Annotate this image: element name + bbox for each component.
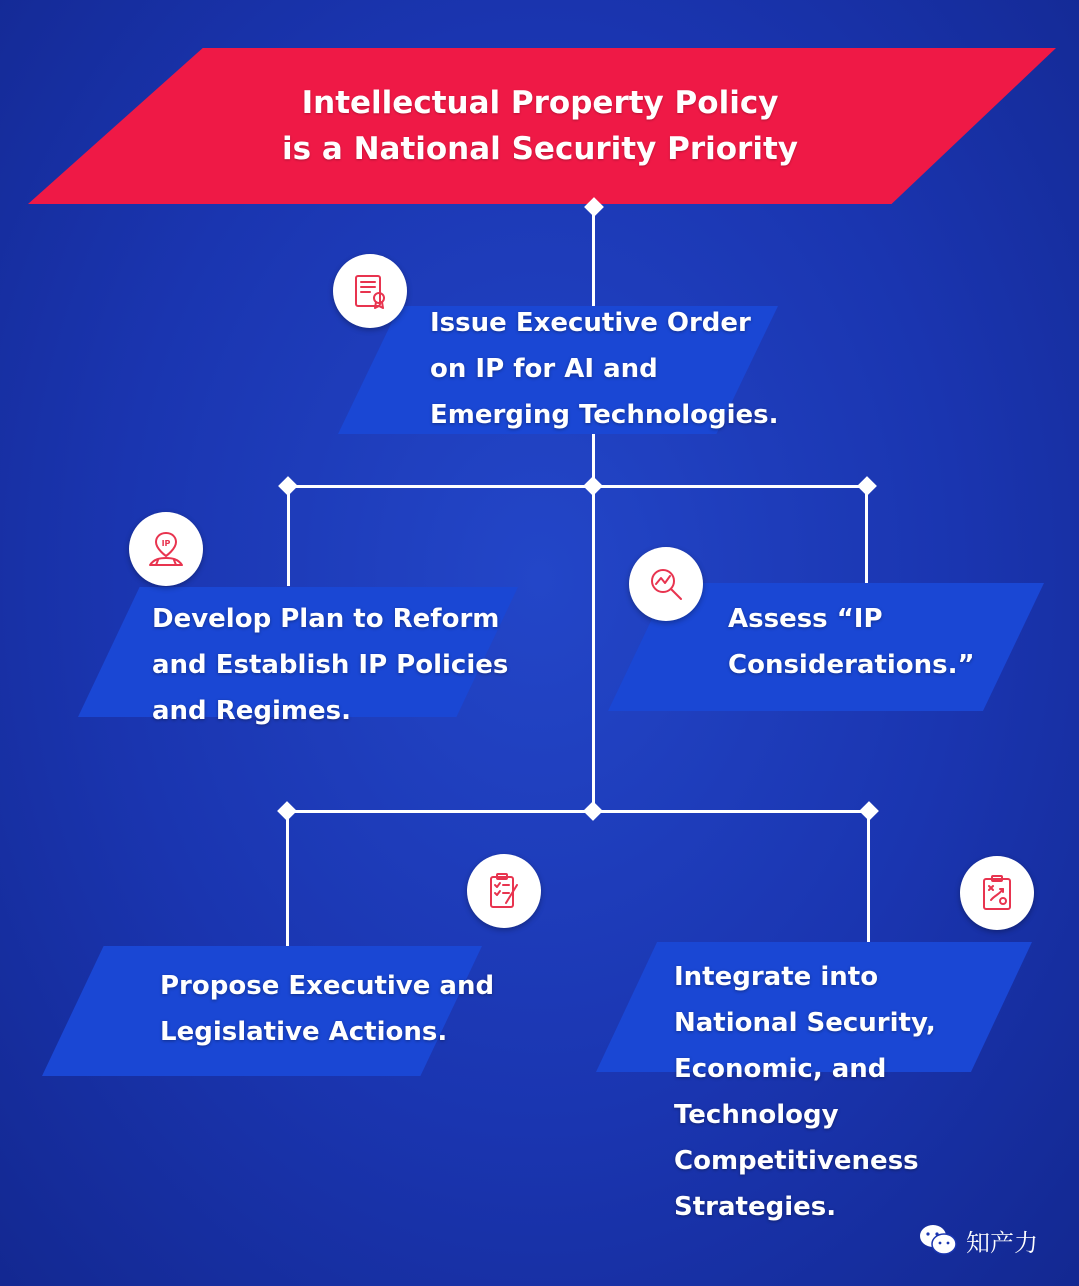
- connector-node-branch-1-center: [583, 476, 603, 496]
- step-3-text: Assess “IP Considerations.”: [728, 604, 975, 680]
- step-1-text: Issue Executive Order on IP for AI and Emerging Technologies.: [430, 308, 779, 430]
- title-line-1: Intellectual Property Policy: [301, 85, 779, 121]
- strategy-board-icon: [960, 856, 1034, 930]
- step-4-text: Propose Executive and Legislative Actions.: [160, 971, 495, 1047]
- connector-node-branch-1-left: [278, 476, 298, 496]
- ip-location-icon: [129, 512, 203, 586]
- connector-right-drop-1: [865, 486, 868, 586]
- svg-text:IP: IP: [161, 539, 171, 548]
- connector-branch-2: [287, 810, 870, 813]
- checklist-icon: [467, 854, 541, 928]
- connector-left-drop-2: [286, 811, 289, 946]
- connector-node-branch-2-right: [859, 801, 879, 821]
- step-2-text: Develop Plan to Reform and Establish IP Policies and Regimes.: [152, 604, 509, 726]
- connector-left-drop-1: [287, 486, 290, 586]
- magnifier-chart-icon: [629, 547, 703, 621]
- certificate-icon: [333, 254, 407, 328]
- step-5-text: Integrate into National Security, Economic, and Technology Competitiveness Strategies.: [674, 962, 936, 1222]
- title-line-2: is a National Security Priority: [282, 131, 798, 167]
- wechat-icon: [918, 1223, 958, 1257]
- watermark: [918, 1222, 1038, 1258]
- connector-branch-1: [288, 485, 868, 488]
- connector-node-branch-2-left: [277, 801, 297, 821]
- connector-node-branch-1-right: [857, 476, 877, 496]
- connector-right-drop-2: [867, 811, 870, 943]
- connector-node-branch-2-center: [583, 801, 603, 821]
- diagram-title: [200, 80, 880, 172]
- connector-trunk: [592, 205, 595, 810]
- watermark-text: 知产力: [966, 1228, 1038, 1257]
